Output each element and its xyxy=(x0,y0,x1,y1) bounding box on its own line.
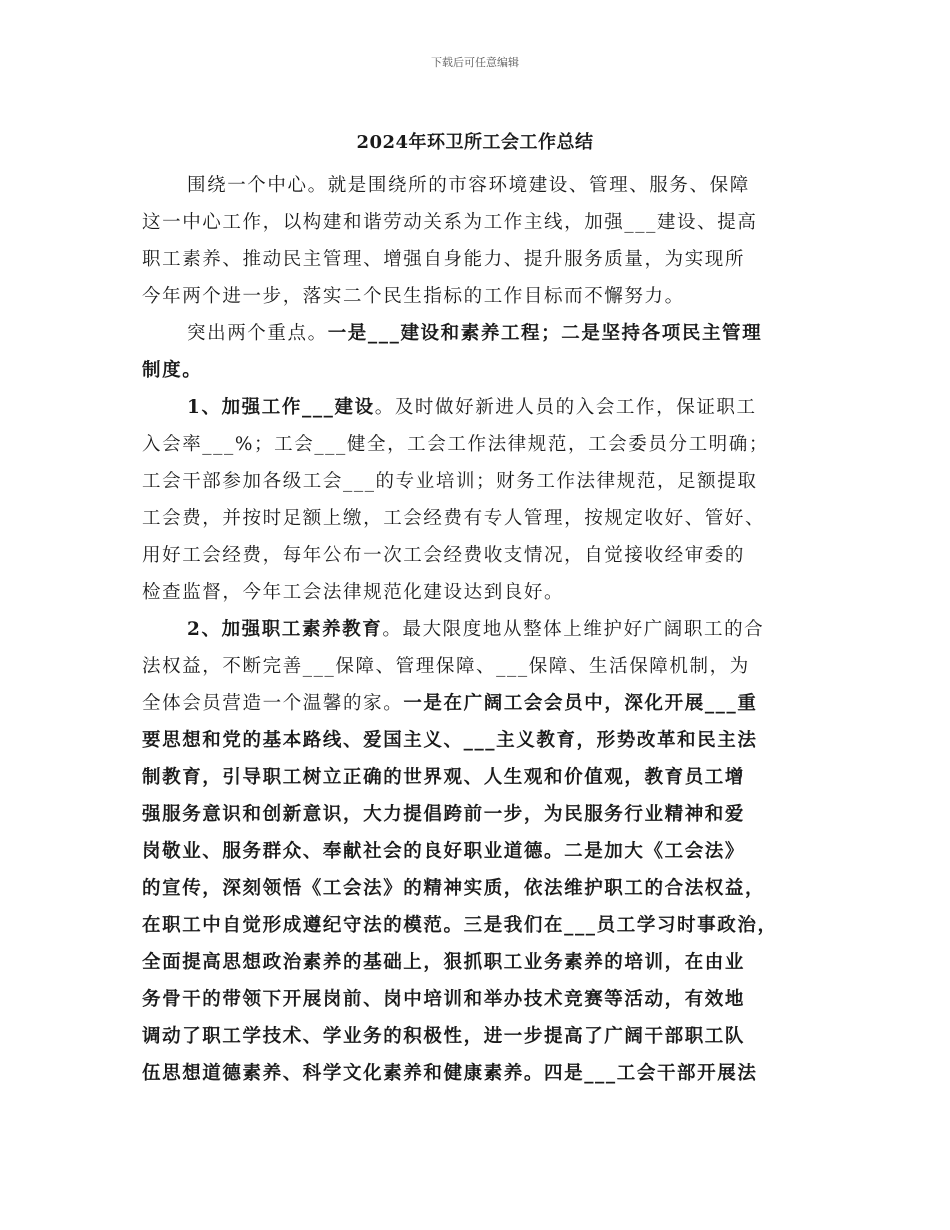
paragraph-line: 务骨干的带领下开展岗前、岗中培训和举办技术竞赛等活动，有效地 xyxy=(142,989,746,1010)
paragraph-line: 岗敬业、服务群众、奉献社会的良好职业道德。二是加大《工会法》 xyxy=(142,841,746,862)
paragraph-line: 工会干部参加各级工会___的专业培训；财务工作法律规范，足额提取 xyxy=(142,471,758,492)
paragraph-line: 工会费，并按时足额上缴，工会经费有专人管理，按规定收好、管好、 xyxy=(142,508,766,529)
paragraph-line: 今年两个进一步，落实二个民生指标的工作目标而不懈努力。 xyxy=(142,286,685,307)
paragraph-line xyxy=(187,395,822,421)
line-text: 全体会员营造一个温馨的家。 xyxy=(142,693,404,714)
paragraph-line: 在职工中自觉形成遵纪守法的模范。三是我们在___员工学习时事政治， xyxy=(142,915,778,936)
paragraph-line: 这一中心工作，以构建和谐劳动关系为工作主线，加强___建设、提高 xyxy=(142,212,758,233)
line-text: 。最大限度地从整体上维护好广阔职工的合 xyxy=(382,619,765,640)
paragraph-line: 强服务意识和创新意识，大力提倡跨前一步，为民服务行业精神和爱 xyxy=(142,804,746,825)
paragraph-line: 全面提高思想政治素养的基础上，狠抓职工业务素养的培训，在由业 xyxy=(142,952,746,973)
paragraph-line: 要思想和党的基本路线、爱国主义、___主义教育，形势改革和民主法 xyxy=(142,730,758,751)
paragraph-line: 制度。 xyxy=(142,360,203,381)
paragraph-line: 职工素养、推动民主管理、增强自身能力、提升服务质量，为实现所 xyxy=(142,249,746,270)
paragraph-line xyxy=(187,321,822,347)
document-title: 2024年环卫所工会工作总结 xyxy=(356,132,594,153)
line-bold-text: 一是___建设和素养工程；二是坚持各项民主管理 xyxy=(327,323,763,344)
line-text: 突出两个重点。 xyxy=(187,323,328,344)
paragraph-line: 法权益，不断完善___保障、管理保障、___保障、生活保障机制，为 xyxy=(142,656,750,677)
paragraph-line: 入会率___%；工会___健全，工会工作法律规范，工会委员分工明确； xyxy=(142,434,769,455)
line-text: 。及时做好新进人员的入会工作，保证职工 xyxy=(374,397,757,418)
section-heading-2: 2、加强职工素养教育 xyxy=(187,619,383,640)
paragraph-line: 的宣传，深刻领悟《工会法》的精神实质，依法维护职工的合法权益， xyxy=(142,878,766,899)
paragraph-line: 伍思想道德素养、科学文化素养和健康素养。四是___工会干部开展法 xyxy=(142,1063,758,1084)
paragraph-line: 围绕一个中心。就是围绕所的市容环境建设、管理、服务、保障 xyxy=(187,175,750,196)
page-header-note: 下载后可任意编辑 xyxy=(431,56,519,69)
paragraph-line: 制教育，引导职工树立正确的世界观、人生观和价值观，教育员工增 xyxy=(142,767,746,788)
paragraph-line: 检查监督，今年工会法律规范化建设达到良好。 xyxy=(142,582,565,603)
paragraph-line: 调动了职工学技术、学业务的积极性，进一步提高了广阔干部职工队 xyxy=(142,1026,746,1047)
paragraph-line xyxy=(187,617,822,643)
paragraph-line: 用好工会经费，每年公布一次工会经费收支情况，自觉接收经审委的 xyxy=(142,545,746,566)
line-bold-text: 一是在广阔工会会员中，深化开展___重 xyxy=(403,693,758,714)
paragraph-line xyxy=(142,691,822,717)
section-heading-1: 1、加强工作___建设 xyxy=(187,397,375,418)
